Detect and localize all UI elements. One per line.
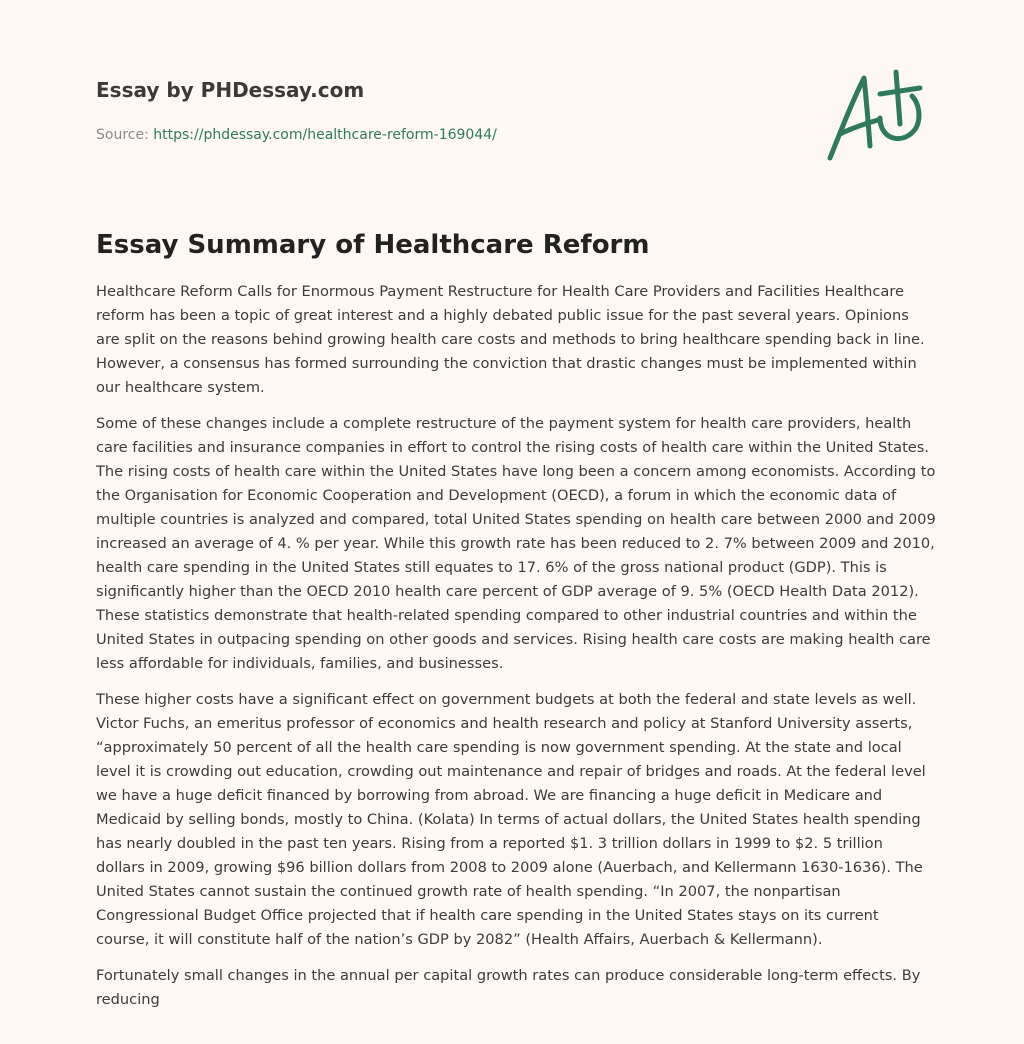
essay-title: Essay Summary of Healthcare Reform: [96, 230, 650, 260]
source-line: [96, 125, 796, 145]
a-plus-logo-icon: [820, 66, 928, 166]
essay-paragraph: Healthcare Reform Calls for Enormous Payment Restructure for Health Care Providers and Facilities Healthcare reform has been a topic of great interest and a highly debated public issue for the past several years. Opinions are split on the reasons behind growing health care costs and methods to bring healthcare spending back in line. However, a consensus has formed surrounding the conviction that drastic changes must be implemented within our healthcare system.: [96, 283, 925, 396]
essay-paragraph: Fortunately small changes in the annual per capital growth rates can produce considerable long-term effects. By reducing: [96, 967, 921, 1008]
source-label: Source:: [96, 127, 149, 143]
essay-paragraph: These higher costs have a significant effect on government budgets at both the federal and state levels as well. Victor Fuchs, an emeritus professor of economics and health research and policy at Stanford University asserts, “approximately 50 percent of all the health care spending is now government spending. At the state and local level it is crowding out education, crowding out maintenance and repair of bridges and roads. At the federal level we have a huge deficit financed by borrowing from abroad. We are financing a huge deficit in Medicare and Medicaid by selling bonds, mostly to China. (Kolata) In terms of actual dollars, the United States health spending has nearly doubled in the past ten years. Rising from a reported $1. 3 trillion dollars in 1999 to $2. 5 trillion dollars in 2009, growing $96 billion dollars from 2008 to 2009 alone (Auerbach, and Kellermann 1630-1636). The United States cannot sustain the continued growth rate of health spending. “In 2007, the nonpartisan Congressional Budget Office projected that if health care spending in the United States stays on its current course, it will constitute half of the nation’s GDP by 2082” (Health Affairs, Auerbach & Kellermann).: [96, 691, 926, 948]
essay-content: [96, 226, 936, 1024]
essay-header: [96, 76, 796, 145]
essay-paragraph: Some of these changes include a complete restructure of the payment system for health care providers, health care facilities and insurance companies in effort to control the rising costs of health care within the United States. The rising costs of health care within the United States have long been a concern among economists. According to the Organisation for Economic Cooperation and Development (OECD), a forum in which the economic data of multiple countries is analyzed and compared, total United States spending on health care between 2000 and 2009 increased an average of 4. % per year. While this growth rate has been reduced to 2. 7% between 2009 and 2010, health care spending in the United States still equates to 17. 6% of the gross national product (GDP). This is significantly higher than the OECD 2010 health care percent of GDP average of 9. 5% (OECD Health Data 2012). These statistics demonstrate that health-related spending compared to other industrial countries and within the United States in outpacing spending on other goods and services. Rising health care costs are making health care less affordable for individuals, families, and businesses.: [96, 415, 936, 672]
source-link[interactable]: https://phdessay.com/healthcare-reform-169044/: [153, 127, 497, 143]
brand-title: Essay by PHDessay.com: [96, 78, 365, 102]
